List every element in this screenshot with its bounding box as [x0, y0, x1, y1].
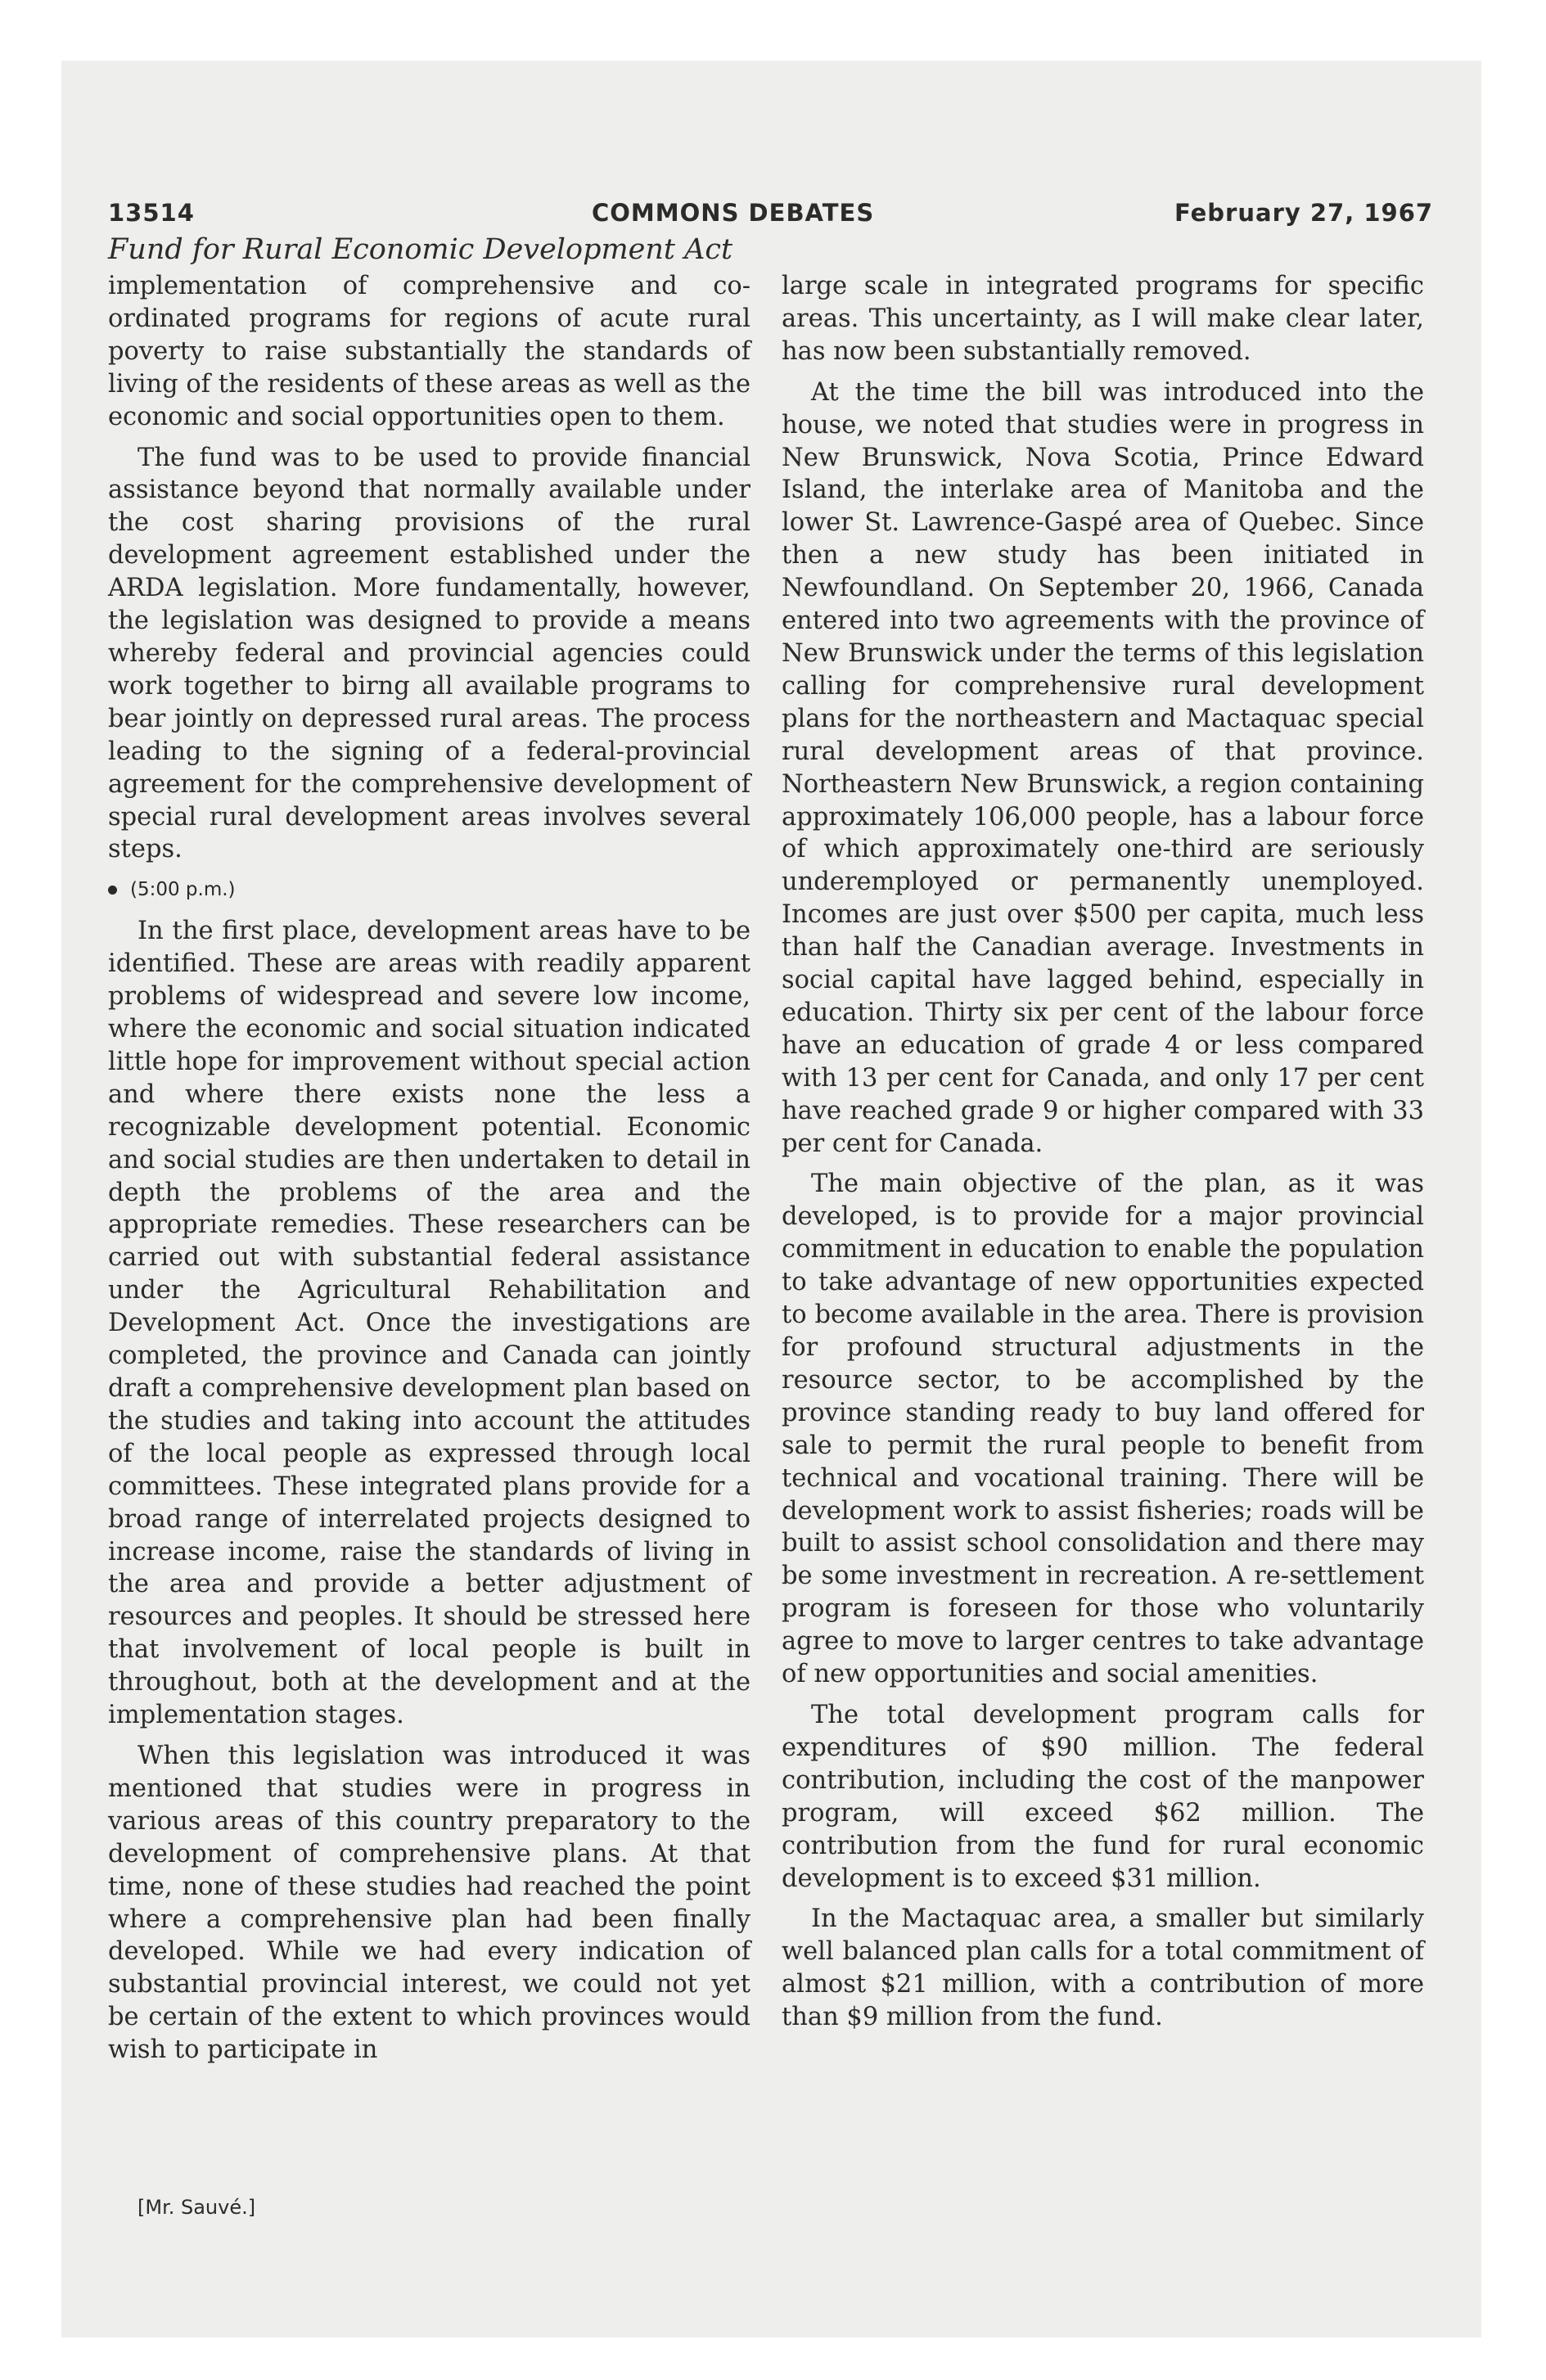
- right-column: [782, 270, 1424, 2034]
- paragraph: The main objective of the plan, as it was developed, is to provide for a major provincial commitment in education to enable the population to take advantage of new opportunities expected to become available in the area. There is provision for profound structural adjustments in the resource sector, to be accomplished by the province standing ready to buy land offered for sale to permit the rural people to benefit from technical and vocational training. There will be development work to assist fisheries; roads will be built to assist school consolidation and there may be some investment in recreation. A re-settlement program is foreseen for those who voluntarily agree to move to larger centres to take advantage of new opportunities and social amenities.: [782, 1170, 1424, 1689]
- paragraph: The fund was to be used to provide financial assistance beyond that normally available under the cost sharing provisions of the rural development agreement established under the ARDA legislation. More fundamentally, however, the legislation was designed to provide a means whereby federal and provincial agencies could work together to birng all available programs to bear jointly on depressed rural areas. The process leading to the signing of a federal-provincial agreement for the comprehensive development of special rural development areas involves several steps.: [108, 443, 750, 864]
- paragraph: implementation of comprehensive and co-ordinated programs for regions of acute rural poverty to raise substantially the standards of living of the residents of these areas as well as the economic and social opportunities open to them.: [108, 272, 750, 431]
- left-column: [108, 270, 750, 2067]
- paragraph: The total development program calls for expenditures of $90 million. The federal contribution, including the cost of the manpower program, will exceed $62 million. The contribution from the fund for rural economic development is to exceed $31 million.: [782, 1700, 1424, 1893]
- paragraph: In the Mactaquac area, a smaller but similarly well balanced plan calls for a total commitment of almost $21 million, with a contribution of more than $9 million from the fund.: [782, 1904, 1424, 2032]
- bullet-icon: [108, 886, 117, 895]
- section-subtitle: Fund for Rural Economic Development Act: [108, 233, 733, 266]
- publication-title: COMMONS DEBATES: [592, 199, 875, 227]
- time-marker: [108, 877, 750, 902]
- time-marker-text: (5:00 p.m.): [130, 879, 236, 901]
- paragraph: large scale in integrated programs for specific areas. This uncertainty, as I will make clear later, has now been substantially removed.: [782, 272, 1424, 366]
- paragraph: At the time the bill was introduced into the house, we noted that studies were in progress in New Brunswick, Nova Scotia, Prince Edward Island, the interlake area of Manitoba and the lower St. Lawrence-Gaspé area of Quebec. Since then a new study has been initiated in Newfoundland. On September 20, 1966, Canada entered into two agreements with the province of New Brunswick under the terms of this legislation calling for comprehensive rural development plans for the northeastern and Mactaquac special rural development areas of that province. Northeastern New Brunswick, a region containing approximately 106,000 people, has a labour force of which approximately one-third are seriously underemployed or permanently unemployed. Incomes are just over $500 per capita, much less than half the Canadian average. Investments in social capital have lagged behind, especially in education. Thirty six per cent of the labour force have an education of grade 4 or less compared with 13 per cent for Canada, and only 17 per cent have reached grade 9 or higher compared with 33 per cent for Canada.: [782, 377, 1424, 1158]
- paragraph: When this legislation was introduced it was mentioned that studies were in progress in various areas of this country preparatory to the development of comprehensive plans. At that time, none of these studies had reached the point where a comprehensive plan had been finally developed. While we had every indication of substantial provincial interest, we could not yet be certain of the extent to which provinces would wish to participate in: [108, 1741, 750, 2065]
- speaker-attribution: [Mr. Sauvé.]: [137, 2196, 256, 2219]
- paragraph: In the first place, development areas have to be identified. These are areas with readily apparent problems of widespread and severe low income, where the economic and social situation indicated little hope for improvement without special action and where there exists none the less a recognizable development potential. Economic and social studies are then undertaken to detail in depth the problems of the area and the appropriate remedies. These researchers can be carried out with substantial federal assistance under the Agricultural Rehabilitation and Development Act. Once the investigations are completed, the province and Canada can jointly draft a comprehensive development plan based on the studies and taking into account the attitudes of the local people as expressed through local committees. These integrated plans provide for a broad range of interrelated projects designed to increase income, raise the standards of living in the area and provide a better adjustment of resources and peoples. It should be stressed here that involvement of local people is built in throughout, both at the development and at the implementation stages.: [108, 917, 750, 1730]
- publication-date: February 27, 1967: [1174, 199, 1434, 227]
- page-number: 13514: [108, 199, 195, 227]
